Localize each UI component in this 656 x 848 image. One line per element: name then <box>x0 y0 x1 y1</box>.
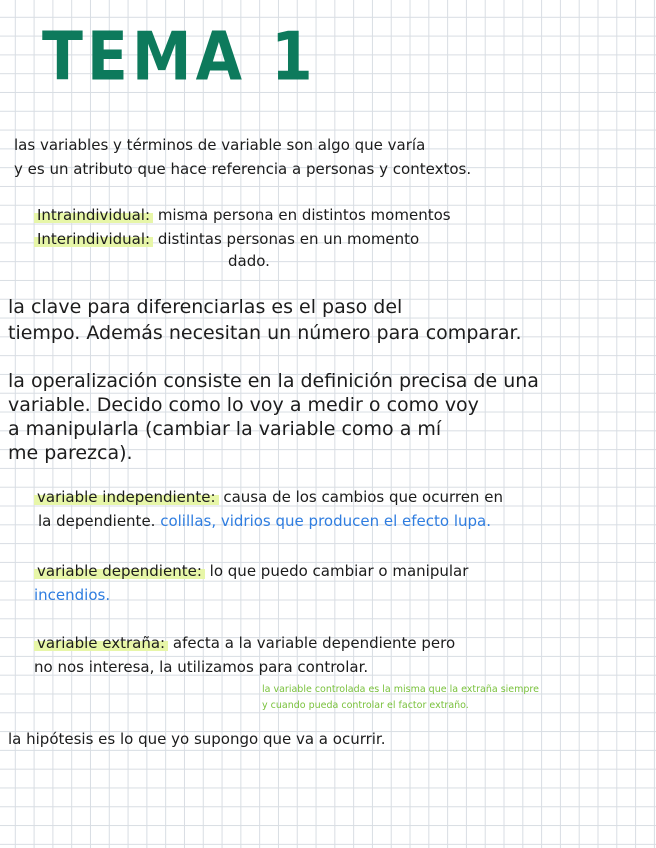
inter-continuation: dado. <box>228 252 270 270</box>
operationalization-line-2: variable. Decido como lo voy a medir o como voy <box>8 394 479 416</box>
extraneous-definition: afecta a la variable dependiente pero <box>172 634 456 652</box>
intra-term: Intraindividual: <box>34 206 153 224</box>
independent-continuation: la dependiente. <box>38 512 156 530</box>
dependent-example: incendios. <box>34 586 111 604</box>
independent-line-2 <box>38 512 491 530</box>
key-line-2: tiempo. Además necesitan un número para comparar. <box>8 322 522 344</box>
dependent-row <box>34 562 468 580</box>
operationalization-line-1: la operalización consiste en la definición precisa de una <box>8 370 539 392</box>
dependent-term: variable dependiente: <box>34 562 205 580</box>
operationalization-line-3: a manipularla (cambiar la variable como a mí <box>8 418 442 440</box>
extraneous-note-line-2: y cuando pueda controlar el factor extraño. <box>262 700 469 711</box>
intro-line-1: las variables y términos de variable son algo que varía <box>14 136 426 154</box>
independent-term: variable independiente: <box>34 488 219 506</box>
independent-row <box>34 488 503 506</box>
dependent-definition: lo que puedo cambiar o manipular <box>209 562 469 580</box>
independent-example: colillas, vidrios que producen el efecto lupa. <box>160 512 491 530</box>
operationalization-line-4: me parezca). <box>8 442 133 464</box>
inter-term: Interindividual: <box>34 230 153 248</box>
inter-definition: distintas personas en un momento <box>157 230 420 248</box>
intra-row <box>34 206 451 224</box>
hypothesis-line: la hipótesis es lo que yo supongo que va a ocurrir. <box>8 730 386 748</box>
independent-definition: causa de los cambios que ocurren en <box>223 488 503 506</box>
extraneous-row <box>34 634 455 652</box>
extraneous-term: variable extraña: <box>34 634 168 652</box>
inter-row <box>34 230 419 248</box>
intra-definition: misma persona en distintos momentos <box>157 206 451 224</box>
page-title: TEMA 1 <box>42 18 317 97</box>
extraneous-line-2: no nos interesa, la utilizamos para controlar. <box>34 658 369 676</box>
key-line-1: la clave para diferenciarlas es el paso del <box>8 296 403 318</box>
intro-line-2: y es un atributo que hace referencia a personas y contextos. <box>14 160 472 178</box>
extraneous-note-line-1: la variable controlada es la misma que la extraña siempre <box>262 684 539 695</box>
